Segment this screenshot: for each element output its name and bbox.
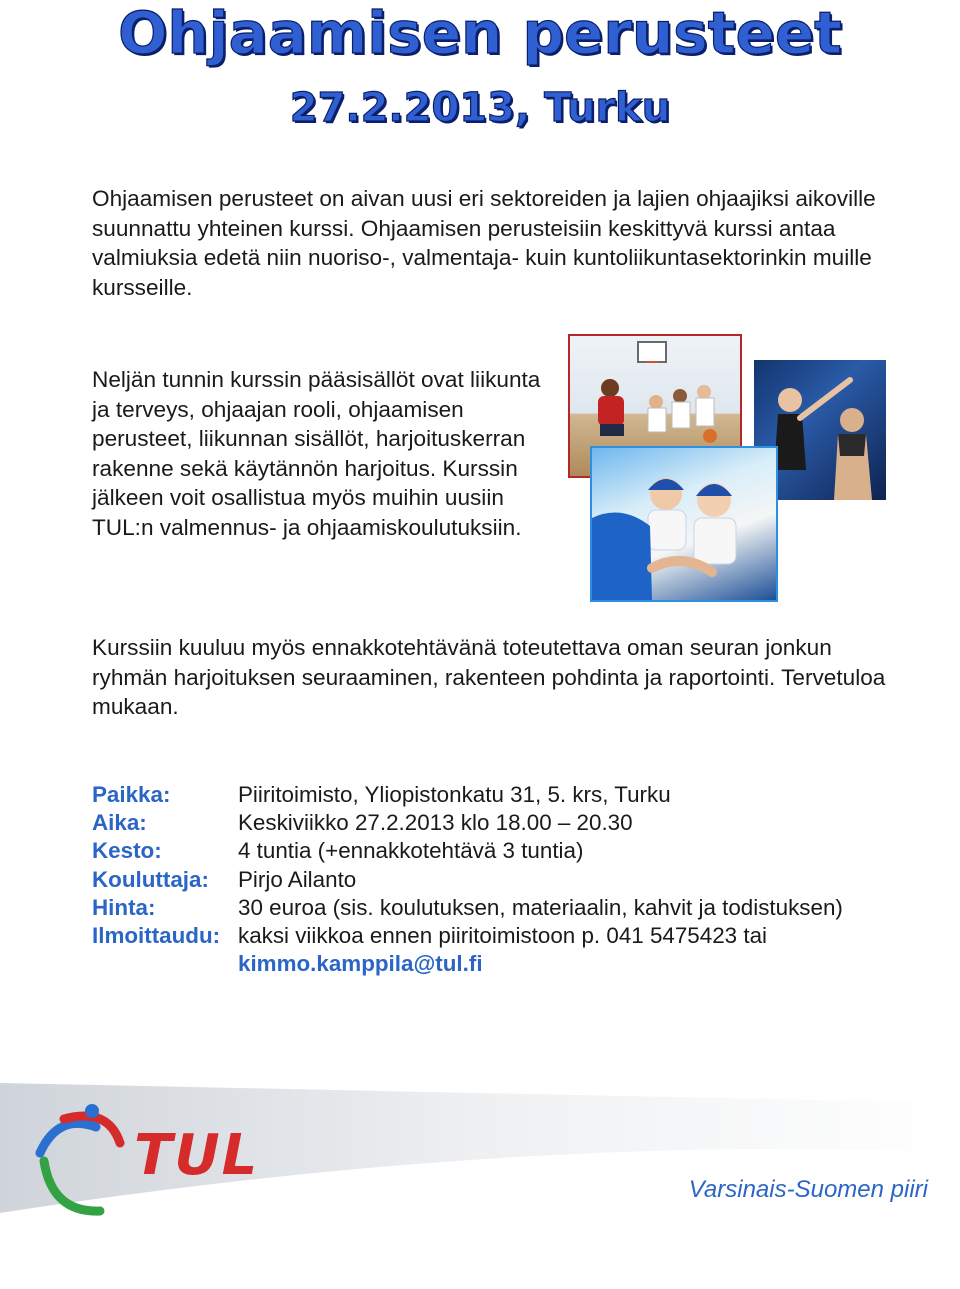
info-label-registration: Ilmoittaudu: <box>92 922 221 948</box>
child-2-body <box>672 402 690 428</box>
contact-email-link[interactable]: kimmo.kamppila@tul.fi <box>238 951 483 977</box>
child-1-head <box>649 395 663 409</box>
child-2-head <box>673 389 687 403</box>
boy-2-jersey <box>694 518 736 564</box>
baseball-team-photo <box>590 446 778 602</box>
dancer-1-arm <box>800 380 850 418</box>
info-value-location: Piiritoimisto, Yliopistonkatu 31, 5. krs, Turku <box>238 782 671 807</box>
info-label-duration: Kesto: <box>92 838 162 864</box>
info-value-duration: 4 tuntia (+ennakkotehtävä 3 tuntia) <box>238 838 584 864</box>
info-label-location: Paikka: <box>92 782 171 807</box>
info-label-trainer: Kouluttaja: <box>92 866 209 892</box>
dancer-1-head <box>778 388 802 412</box>
prework-paragraph: Kurssiin kuuluu myös ennakkotehtävänä toteutettava oman seuran jonkun ryhmän harjoituksen seuraaminen, rakenteen pohdinta ja raportointi. Tervetuloa mukaan. <box>92 635 886 719</box>
info-label-price: Hinta: <box>92 894 156 920</box>
coach-body <box>598 396 624 426</box>
coach-head <box>601 379 619 397</box>
footer-region: Varsinais-Suomen piiri <box>688 1176 928 1203</box>
basketball <box>703 429 717 443</box>
page-subtitle: 27.2.2013, Turku <box>289 85 671 131</box>
coach-back <box>592 513 652 600</box>
child-3-head <box>697 385 711 399</box>
dancer-2-top <box>838 434 866 456</box>
child-3-body <box>696 398 714 426</box>
baseball-illustration <box>592 448 776 600</box>
content-paragraph: Neljän tunnin kurssin pääsisällöt ovat liikunta ja terveys, ohjaajan rooli, ohjaamisen perusteet, liikunnan sisällöt, harjoituskerran rakenne sekä käytännön harjoitus. Kurssin jälkeen voit osallistua myös muihin uusiin TUL:n valmennus- ja ohjaamiskoulutuksiin. <box>92 367 541 540</box>
info-label-time: Aika: <box>92 810 147 836</box>
photo-collage <box>568 334 888 600</box>
boy-2-cap <box>696 484 732 496</box>
boy-1-cap <box>648 479 684 490</box>
info-value-time: Keskiviikko 27.2.2013 klo 18.00 – 20.30 <box>238 810 633 836</box>
dancer-2-head <box>840 408 864 432</box>
child-1-body <box>648 408 666 432</box>
info-value-trainer: Pirjo Ailanto <box>238 866 357 892</box>
backboard <box>638 342 666 362</box>
info-value-price: 30 euroa (sis. koulutuksen, materiaalin, kahvit ja todistuksen) <box>238 894 843 920</box>
page-title: Ohjaamisen perusteet <box>118 0 842 67</box>
hands <box>652 561 712 572</box>
dancer-1-body <box>774 414 806 470</box>
boy-1-jersey <box>648 510 686 550</box>
info-value-registration: kaksi viikkoa ennen piiritoimistoon p. 041 5475423 tai <box>238 922 767 948</box>
intro-paragraph: Ohjaamisen perusteet on aivan uusi eri sektoreiden ja lajien ohjaajiksi aikoville suunnattu yhteinen kurssi. Ohjaamisen perusteisiin keskittyvä kurssi antaa valmiuksia edetä niin nuoriso-, valmentaja- kuin kuntoliikuntasektorinkin muille kursseille. <box>92 186 876 300</box>
tul-logo-text: TUL <box>134 1123 260 1188</box>
figure-head <box>85 1104 99 1118</box>
coach-legs <box>600 424 624 436</box>
